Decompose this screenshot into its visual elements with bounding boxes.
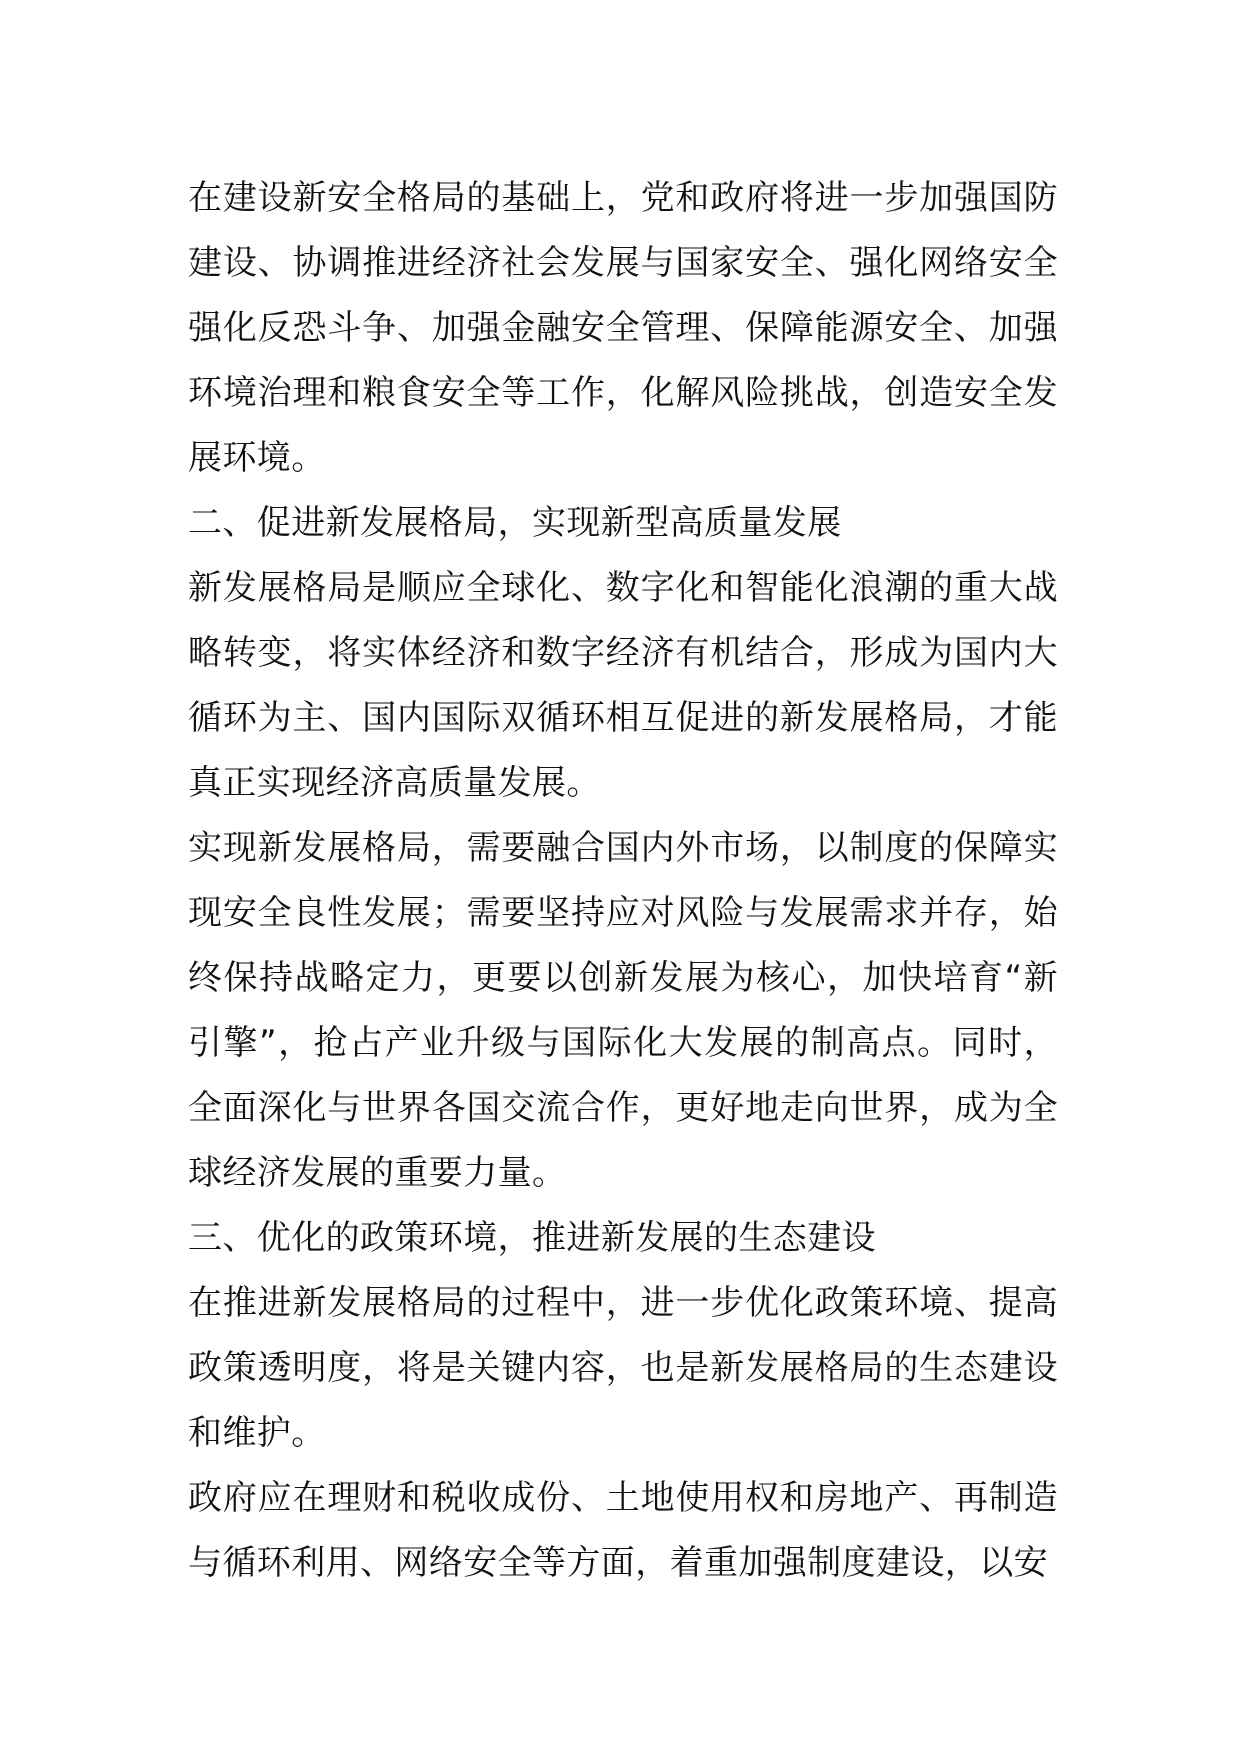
section-heading-2: 二、促进新发展格局，实现新型高质量发展 [188, 503, 842, 543]
paragraph-policy-environment: 在推进新发展格局的过程中，进一步优化政策环境、提高政策透明度，将是关键内容，也是新发展格局的生态建设和维护。 [188, 1283, 1058, 1453]
document-body [188, 166, 1058, 1596]
section-heading-3: 三、优化的政策环境，推进新发展的生态建设 [188, 1218, 876, 1258]
paragraph-government: 政府应在理财和税收成份、土地使用权和房地产、再制造与循环利用、网络安全等方面，着重加强制度建设，以安 [188, 1478, 1058, 1583]
paragraph-realize-pattern: 实现新发展格局，需要融合国内外市场，以制度的保障实现安全良性发展；需要坚持应对风险与发展需求并存，始终保持战略定力，更要以创新发展为核心，加快培育“新引擎”，抢占产业升级与国际化大发展的制高点。同时，全面深化与世界各国交流合作，更好地走向世界，成为全球经济发展的重要力量。 [188, 828, 1058, 1193]
paragraph-new-pattern: 新发展格局是顺应全球化、数字化和智能化浪潮的重大战略转变，将实体经济和数字经济有机结合，形成为国内大循环为主、国内国际双循环相互促进的新发展格局，才能真正实现经济高质量发展。 [188, 568, 1058, 803]
paragraph-intro: 在建设新安全格局的基础上，党和政府将进一步加强国防建设、协调推进经济社会发展与国家安全、强化网络安全强化反恐斗争、加强金融安全管理、保障能源安全、加强环境治理和粮食安全等工作，化解风险挑战，创造安全发展环境。 [188, 178, 1058, 478]
